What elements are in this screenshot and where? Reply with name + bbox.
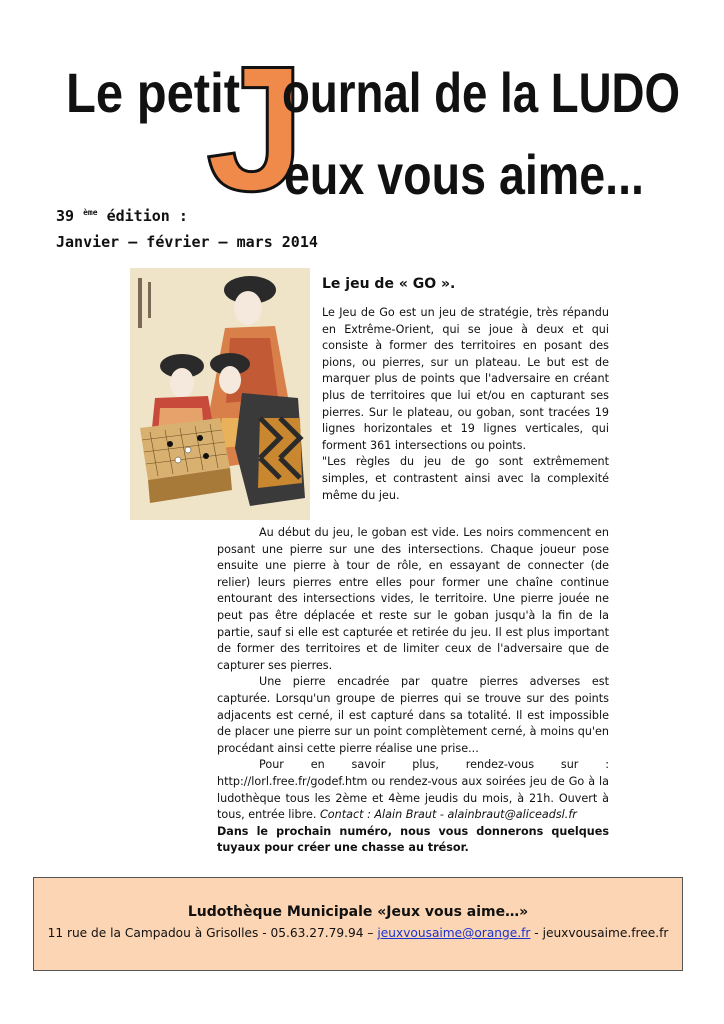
article-intro [322, 305, 609, 504]
masthead-big-letter: J [206, 29, 305, 210]
article-closing: Dans le prochain numéro, nous vous donnerons quelques tuyaux pour créer une chasse au trésor. [217, 824, 609, 855]
article-contact: Contact : Alain Braut - alainbraut@aliceadsl.fr [319, 808, 577, 822]
footer-contact-line [34, 926, 682, 940]
article-para2: Au début du jeu, le goban est vide. Les noirs commencent en posant une pierre sur une des intersections. Chaque joueur pose ensuite une pierre à tour de rôle, en essayant de connecter (de relier) leurs pierres entre elles pour former une chaîne continue entourant des intersections vides, le territoire. Une pierre jouée ne peut pas être déplacée et reste sur le goban jusqu'à la fin de la partie, sauf si elle est capturée et retirée du jeu. Il est plus important de former des territoires et de limiter ceux de l'adversaire que de capturer ses pierres. [217, 526, 609, 672]
footer-website: - jeuxvousaime.free.fr [534, 926, 669, 940]
masthead-line1-right: ournal de la LUDO [282, 61, 680, 124]
footer-email-link[interactable]: jeuxvousaime@orange.fr [377, 926, 531, 940]
footer-box [33, 877, 683, 971]
edition-info [56, 200, 318, 255]
article-quote: "Les règles du jeu de go sont extrêmement simples, et contrastent ainsi avec la complexité même du jeu. [322, 455, 609, 502]
footer-title: Ludothèque Municipale «Jeux vous aime…» [187, 904, 529, 920]
go-players-illustration [130, 268, 310, 520]
article-para3: Une pierre encadrée par quatre pierres adverses est capturée. Lorsqu'un groupe de pierres qui se trouve sur des points adjacents est cerné, il est capturé dans sa totalité. Il est impossible de placer une pierre sur un point complètement cerné, à moins qu'en procédant ainsi cette pierre réalise une prise... [217, 675, 609, 755]
article-para4: Pour en savoir plus, rendez-vous sur : http://lorl.free.fr/godef.htm ou rendez-vous aux soirées jeu de Go à la ludothèque tous les 2ème et 4ème jeudis du mois, à 21h. Ouvert à tous, entrée libre. [217, 758, 609, 822]
edition-line [56, 200, 318, 229]
footer-address: 11 rue de la Campadou à Grisolles - 05.63.27.79.94 – [47, 926, 374, 940]
masthead-line1-left: Le petit [66, 61, 240, 124]
edition-label: édition : [106, 207, 188, 225]
masthead [0, 0, 724, 210]
article-body [217, 525, 609, 857]
edition-dates: Janvier – février – mars 2014 [56, 233, 318, 251]
masthead-line2: eux vous aime... [284, 143, 644, 206]
article-para1: Le Jeu de Go est un jeu de stratégie, très répandu en Extrême-Orient, qui se joue à deux et qui consiste à former des territoires en posant des pions, ou pierres, sur un plateau. Le but est de marquer plus de points que l'adversaire en créant plus de territoires que lui et/ou en capturant ses pierres. Sur le plateau, ou goban, sont tracées 19 lignes horizontales et 19 lignes verticales, qui forment 361 intersections ou points. [322, 306, 609, 452]
article-title: Le jeu de « GO ». [322, 276, 456, 292]
edition-suffix: ème [83, 208, 98, 217]
edition-number: 39 [56, 207, 75, 225]
